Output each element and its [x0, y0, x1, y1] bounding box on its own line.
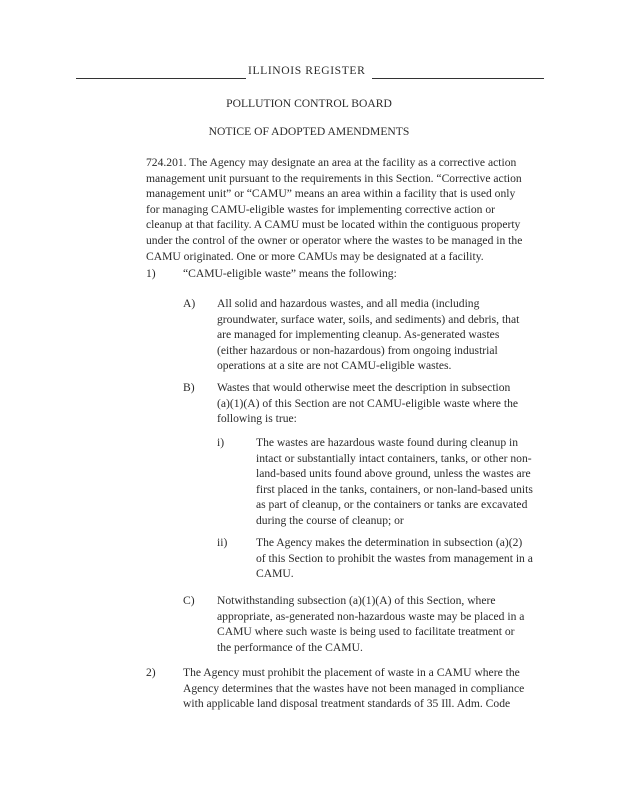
- item-b-line: following is true:: [217, 412, 297, 426]
- section-line: CAMU originated. One or more CAMUs may be designated at a facility.: [146, 249, 484, 263]
- register-title: ILLINOIS REGISTER: [248, 64, 366, 77]
- item-b-i-text: [256, 435, 533, 529]
- item-b-i-line: first placed in the tanks, containers, or non-land-based units: [256, 482, 533, 496]
- item-b-i-line: as part of cleanup, or the containers or tanks are excavated: [256, 498, 528, 512]
- item-b-i-line: intact or substantially intact containers, tanks, or other non-: [256, 451, 532, 465]
- item-b-ii-text: [256, 535, 533, 582]
- item-a-line: (either hazardous or non-hazardous) from ongoing industrial: [217, 343, 498, 357]
- item-b-line: (a)(1)(A) of this Section are not CAMU-eligible waste where the: [217, 396, 519, 410]
- header-rule-right: [372, 78, 544, 79]
- section-line: management unit pursuant to the requirements in this Section. “Corrective action: [146, 171, 522, 185]
- item-1-marker: 1): [146, 267, 156, 280]
- item-a-marker: A): [183, 297, 196, 310]
- item-b-i-line: during the course of cleanup; or: [256, 513, 404, 527]
- item-b-marker: B): [183, 381, 195, 394]
- item-a-line: operations at a site are not CAMU-eligible wastes.: [217, 359, 452, 373]
- section-paragraph: [146, 155, 522, 264]
- item-a-line: are managed for implementing cleanup. As-generated wastes: [217, 328, 500, 342]
- item-a-text: [217, 296, 519, 374]
- item-2-line: Agency determines that the wastes have not been managed in compliance: [183, 681, 525, 695]
- item-c-line: the performance of the CAMU.: [217, 640, 363, 654]
- section-line: 724.201. The Agency may designate an area at the facility as a corrective action: [146, 156, 517, 169]
- item-c-line: CAMU where such waste is being used to facilitate treatment or: [217, 625, 515, 639]
- item-b-ii-line: of this Section to prohibit the wastes from management in a: [256, 551, 533, 565]
- item-c-line: Notwithstanding subsection (a)(1)(A) of this Section, where: [217, 594, 496, 607]
- item-c-line: appropriate, as-generated non-hazardous waste may be placed in a: [217, 609, 525, 623]
- item-1-line: “CAMU-eligible waste” means the following:: [183, 267, 397, 280]
- item-2-line: The Agency must prohibit the placement of waste in a CAMU where the: [183, 666, 520, 679]
- item-2-line: with applicable land disposal treatment standards of 35 Ill. Adm. Code: [183, 697, 511, 711]
- section-line: management unit” or “CAMU” means an area within a facility that is used only: [146, 187, 516, 201]
- item-b-line: Wastes that would otherwise meet the description in subsection: [217, 381, 511, 394]
- item-b-i-line: The wastes are hazardous waste found during cleanup in: [256, 436, 519, 449]
- item-b-i-marker: i): [217, 436, 225, 449]
- item-c-text: [217, 593, 524, 655]
- item-2-text: [183, 665, 524, 712]
- item-c-marker: C): [183, 594, 195, 607]
- item-b-text: [217, 380, 518, 427]
- item-b-i-line: land-based units found above ground, unless the wastes are: [256, 467, 531, 481]
- item-a-line: groundwater, surface water, soils, and sediments) and debris, that: [217, 312, 520, 326]
- notice-title: NOTICE OF ADOPTED AMENDMENTS: [208, 125, 410, 138]
- board-title: POLLUTION CONTROL BOARD: [226, 97, 392, 110]
- section-line: under the control of the owner or operator where the wastes to be managed in the: [146, 233, 523, 247]
- item-2-marker: 2): [146, 666, 156, 679]
- item-b-ii-marker: ii): [217, 536, 228, 549]
- item-b-ii-line: CAMU.: [256, 567, 294, 581]
- item-a-line: All solid and hazardous wastes, and all media (including: [217, 297, 480, 310]
- item-b-ii-line: The Agency makes the determination in subsection (a)(2): [256, 536, 523, 549]
- section-line: cleanup at that facility. A CAMU must be located within the contiguous property: [146, 218, 521, 232]
- header-rule-left: [76, 78, 246, 79]
- section-line: for managing CAMU-eligible wastes for implementing corrective action or: [146, 202, 495, 216]
- item-1-text: [183, 266, 397, 282]
